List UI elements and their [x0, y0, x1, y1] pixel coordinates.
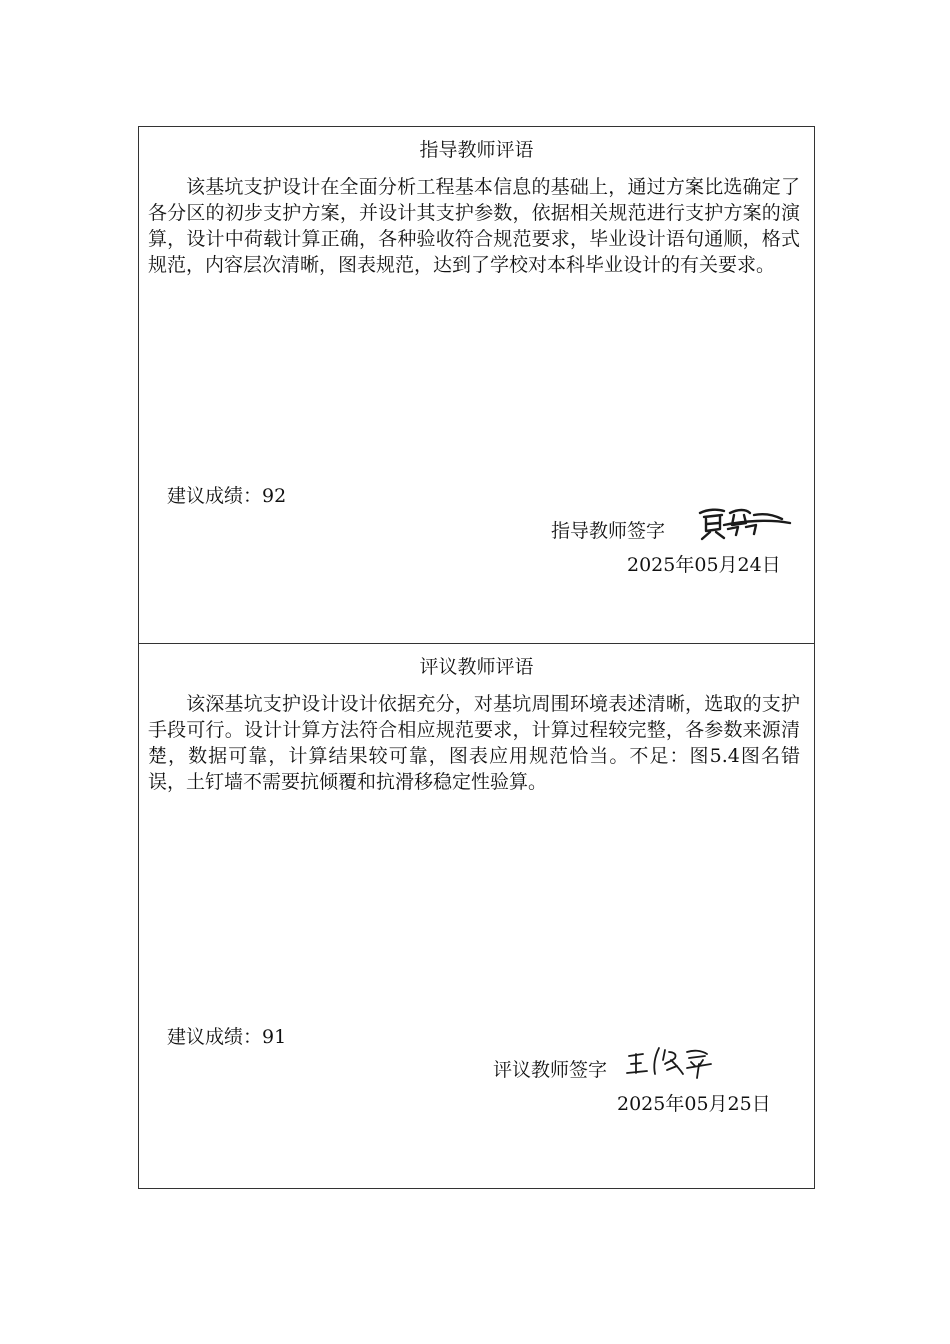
advisor-grade-label: 建议成绩：	[167, 485, 263, 507]
advisor-signature-label: 指导教师签字	[551, 520, 666, 542]
reviewer-grade-value: 91	[262, 1026, 287, 1048]
evaluation-form-table	[138, 126, 815, 1189]
reviewer-grade-label: 建议成绩：	[167, 1026, 263, 1048]
reviewer-comment: 该深基坑支护设计设计依据充分，对基坑周围环境表述清晰，选取的支护手段可行。设计计算方法符合相应规范要求，计算过程较完整，各参数来源清楚，数据可靠，计算结果较可靠，图表应用规范恰当。不足：图5.4图名错误，土钉墙不需要抗倾覆和抗滑移稳定性验算。	[148, 693, 800, 793]
advisor-comment: 该基坑支护设计在全面分析工程基本信息的基础上，通过方案比选确定了各分区的初步支护方案，并设计其支护参数，依据相关规范进行支护方案的演算，设计中荷载计算正确，各种验收符合规范要求，毕业设计语句通顺，格式规范，内容层次清晰，图表规范，达到了学校对本科毕业设计的有关要求。	[148, 176, 800, 276]
advisor-handwritten-signature	[694, 501, 794, 541]
reviewer-date: 2025年05月25日	[617, 1093, 771, 1115]
reviewer-section-title: 评议教师评语	[419, 656, 534, 678]
reviewer-signature-label: 评议教师签字	[493, 1059, 608, 1081]
reviewer-grade	[167, 1024, 286, 1050]
advisor-section-title: 指导教师评语	[419, 139, 534, 161]
advisor-grade	[167, 483, 286, 509]
advisor-grade-value: 92	[262, 485, 287, 507]
advisor-date: 2025年05月24日	[627, 554, 781, 576]
advisor-section	[139, 127, 814, 644]
reviewer-section	[139, 644, 814, 1188]
reviewer-handwritten-signature	[625, 1040, 735, 1080]
